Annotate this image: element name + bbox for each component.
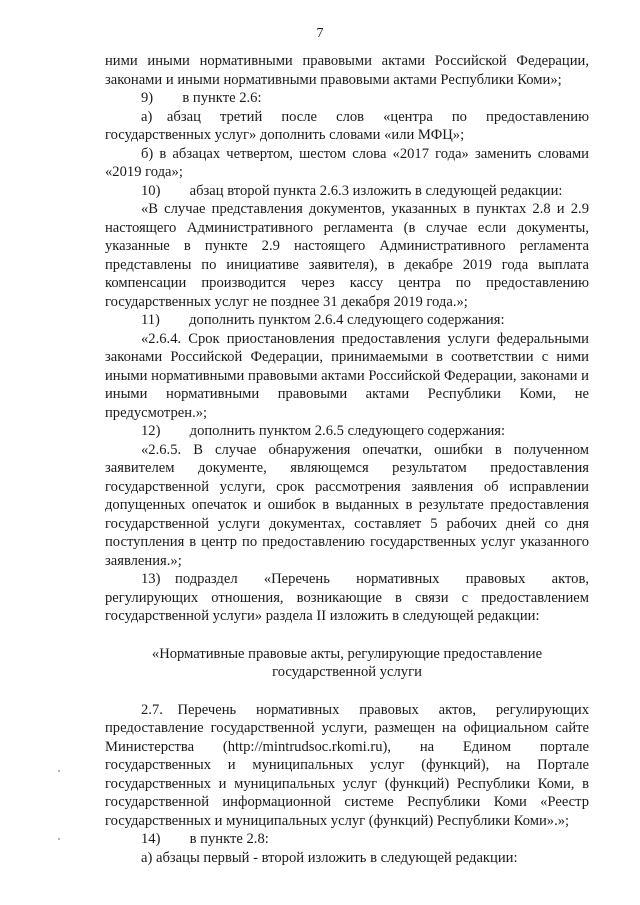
item-12-quote: «2.6.5. В случае обнаружения опечатки, ошибки в полученном заявителем документе, являющемся результатом предоставления государственной услуги, срок рассмотрения заявления об исправлении допущенных опечаток и ошибок в выданных в результате предоставления государственной услуги документах, составляет 5 рабочих дней со дня поступления в центр по предоставлению государственных услуг указанного заявления.»;	[105, 441, 589, 569]
scan-speck	[58, 838, 60, 840]
document-body	[105, 52, 589, 867]
item-10-quote: «В случае представления документов, указанных в пунктах 2.8 и 2.9 настоящего Административного регламента (в случае если документы, указанные в пункте 2.9 настоящего Административного регламента представлены по инициативе заявителя), в декабре 2019 года выплата компенсации производится через кассу центра по предоставлению государственных услуг не позднее 31 декабря 2019 года.»;	[105, 201, 589, 310]
item-11-quote: «2.6.4. Срок приостановления предоставления услуги федеральными законами Российской Федерации, принимаемыми в соответствии с ними иными нормативными правовыми актами Российской Федерации, законами и иными нормативными правовыми актами Республики Коми, не предусмотрен.»;	[105, 330, 589, 421]
item-9: 9) в пункте 2.6:	[141, 90, 262, 106]
item-12: 12) дополнить пунктом 2.6.5 следующего содержания:	[141, 423, 506, 439]
item-14: 14) в пункте 2.8:	[141, 831, 269, 847]
item-14-a: а) абзацы первый - второй изложить в следующей редакции:	[141, 849, 518, 866]
item-9-a: а) абзац третий после слов «центра по предоставлению государственных услуг» дополнить словами «или МФЦ»;	[105, 108, 589, 143]
page-number: 7	[316, 26, 324, 41]
paragraph-continuation: ними иными нормативными правовыми актами Российской Федерации, законами и иными нормативными правовыми актами Республики Коми»;	[105, 53, 589, 88]
section-heading: «Нормативные правовые акты, регулирующие предоставление государственной услуги	[151, 645, 543, 680]
item-10: 10) абзац второй пункта 2.6.3 изложить в следующей редакции:	[141, 182, 563, 199]
item-13: 13) подраздел «Перечень нормативных правовых актов, регулирующих отношения, возникающие в связи с предоставлением государственной услуги» раздела II изложить в следующей редакции:	[105, 571, 589, 624]
item-2-7: 2.7. Перечень нормативных правовых актов, регулирующих предоставление государственной услуги, размещен на официальном сайте Министерства (http://mintrudsoc.rkomi.ru), на Едином портале государственных и муниципальных услуг (функций), на Портале государственных и муниципальных услуг (функций) Республики Коми, в государственной информационной системе Республики Коми «Реестр государственных и муниципальных услуг (функций) Республики Коми».»;	[105, 701, 589, 829]
scan-speck	[58, 770, 60, 772]
item-9-b: б) в абзацах четвертом, шестом слова «2017 года» заменить словами «2019 года»;	[105, 145, 589, 180]
item-11: 11) дополнить пунктом 2.6.4 следующего содержания:	[141, 312, 505, 328]
